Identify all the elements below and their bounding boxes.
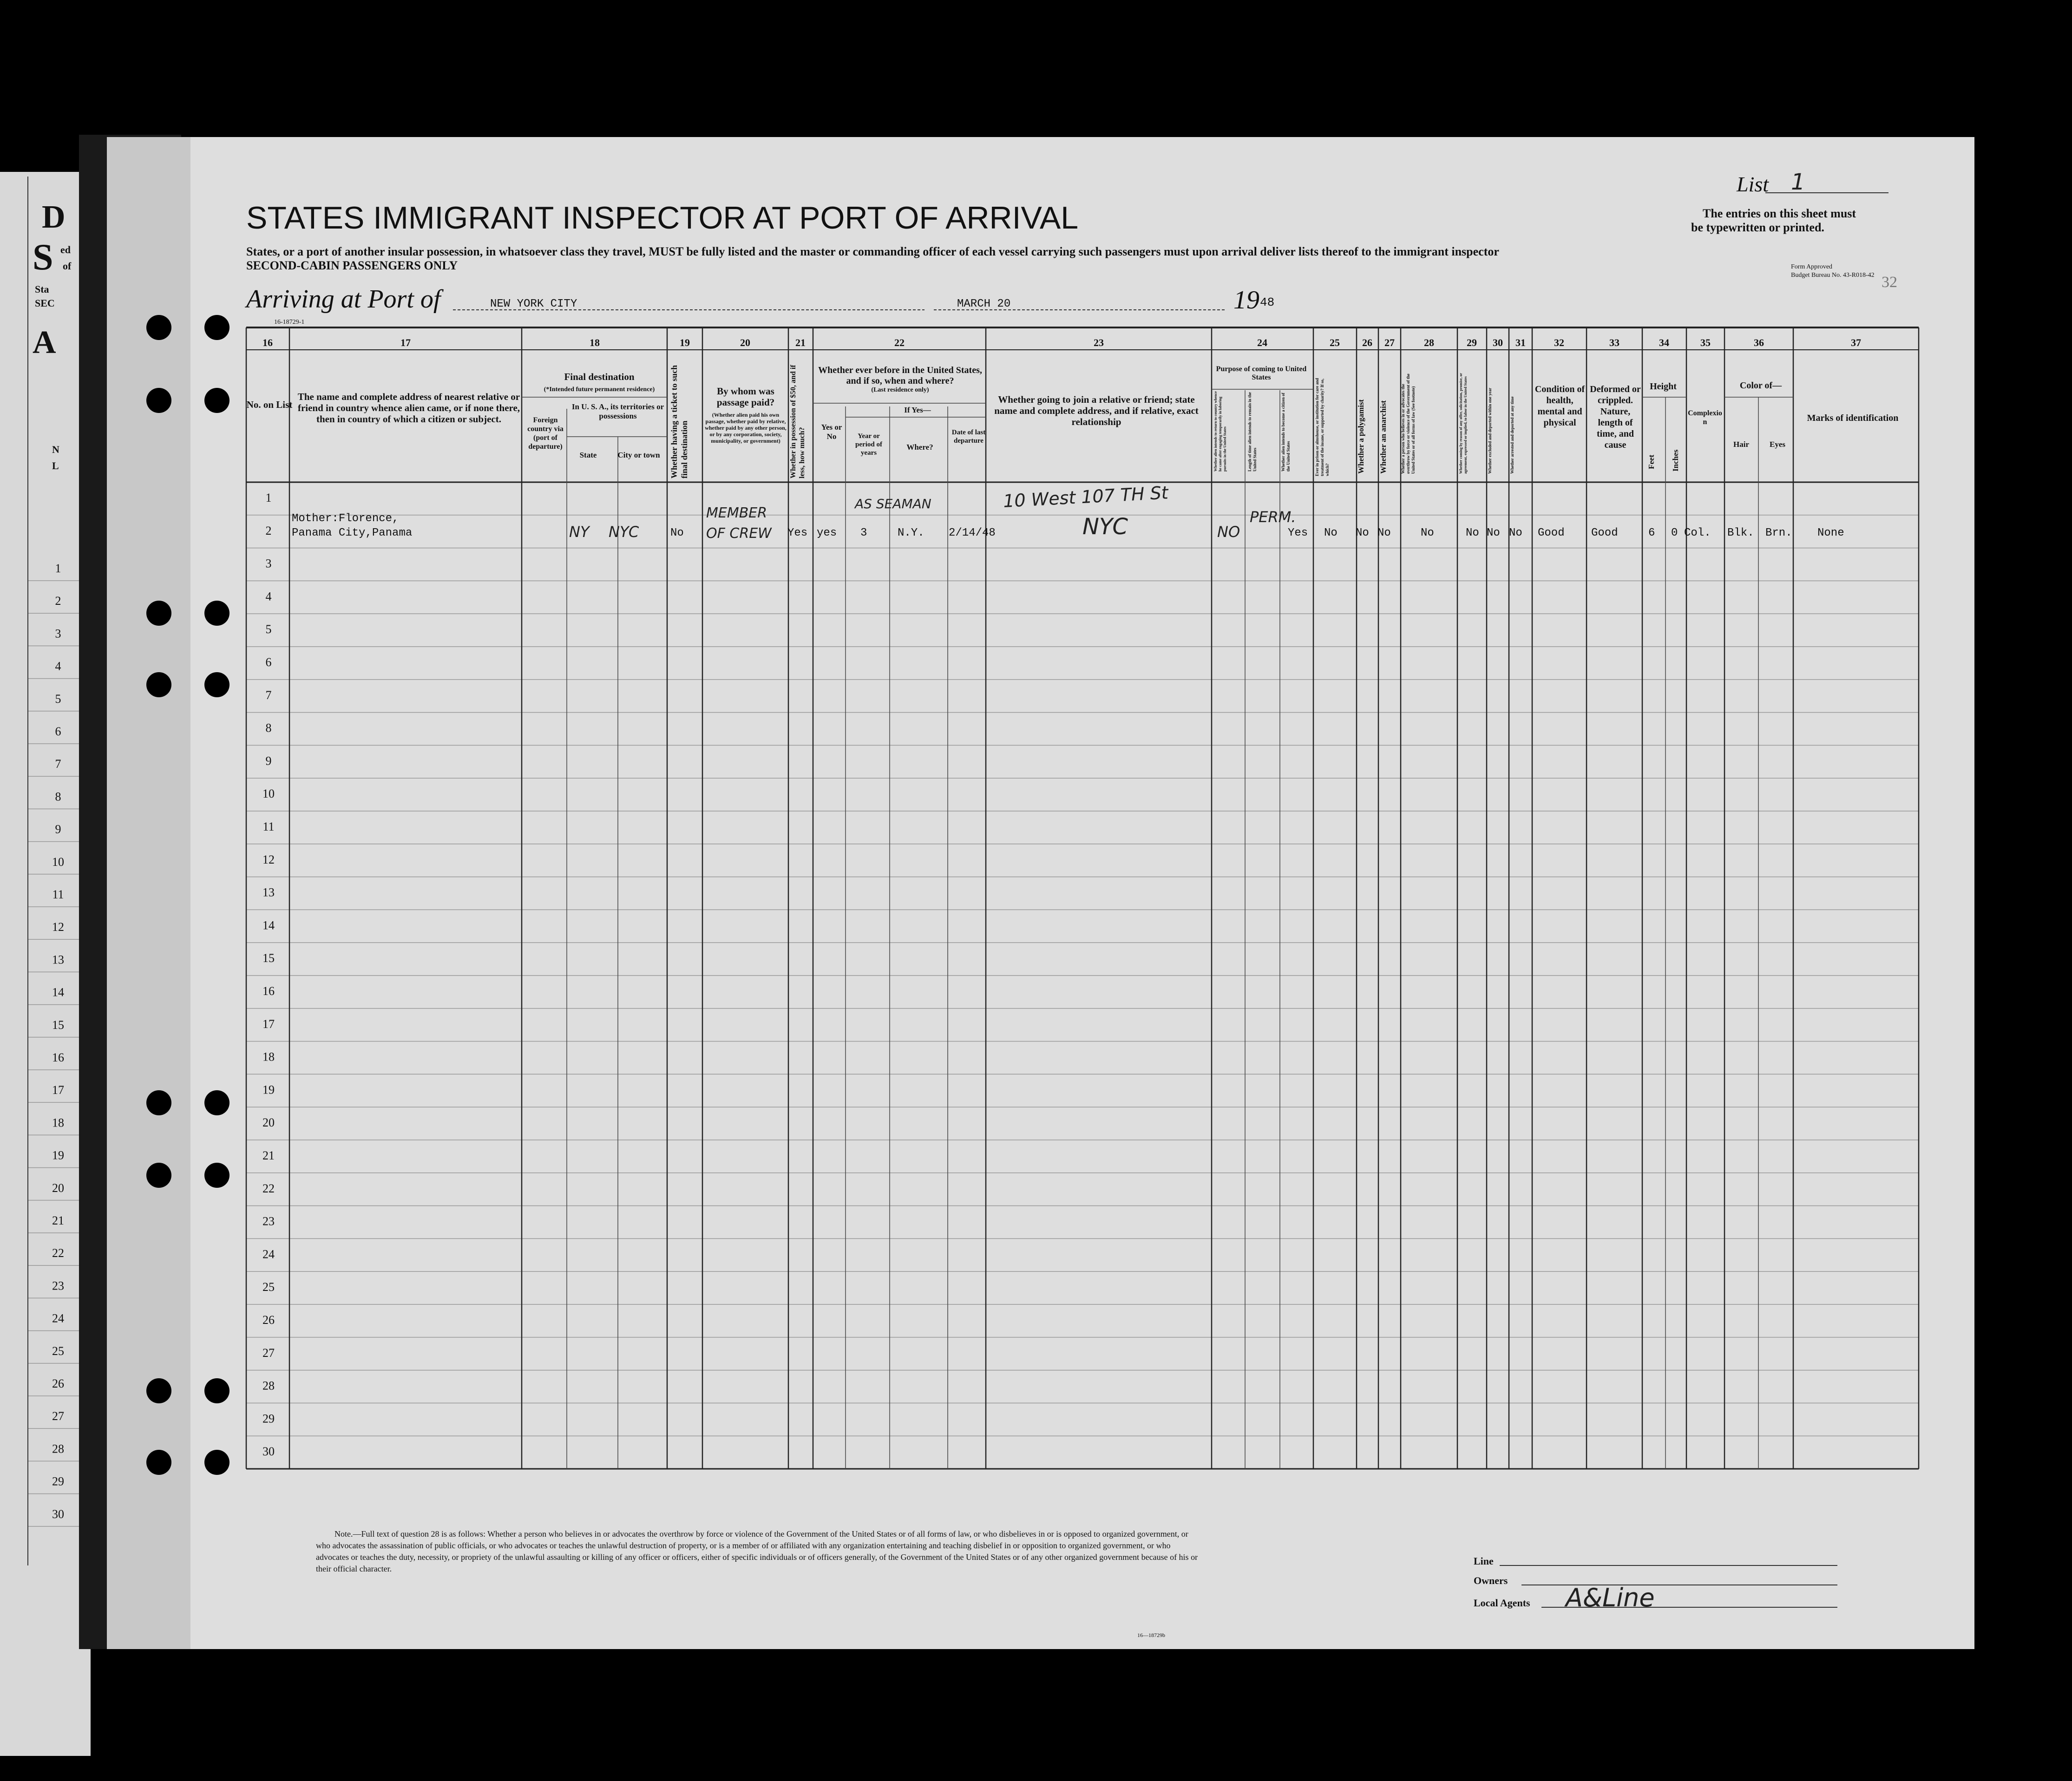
header-c22-title-text: Whether ever before in the United States, and if so, when and where?	[818, 365, 982, 386]
row-number: 14	[262, 918, 275, 932]
header-c19-text: Whether having a ticket to such final destination	[669, 365, 689, 478]
column-number: 19	[680, 337, 690, 348]
punch-hole	[204, 388, 229, 413]
entry-seaman-note: AS SEAMAN	[855, 496, 931, 511]
header-c29-text: Whether coming by reason of any offer, solicitation, promise, or agreement, expressed or implied, to labor in the United States	[1459, 373, 1468, 474]
header-c30	[1488, 367, 1508, 478]
entry-deformed: Good	[1591, 527, 1618, 539]
punch-hole	[204, 1378, 229, 1403]
entry-c28: No	[1421, 527, 1434, 539]
column-number: 31	[1515, 337, 1526, 348]
punch-hole	[146, 1163, 171, 1188]
left-strip-fragment: L	[52, 460, 59, 471]
column-number: 17	[400, 337, 411, 348]
entry-before-yes: yes	[817, 527, 837, 539]
left-strip-row-number: 21	[52, 1214, 64, 1227]
entry-c24-length: PERM.	[1250, 508, 1296, 526]
header-c18-state: State	[579, 451, 597, 459]
left-strip-row-number: 1	[55, 562, 61, 575]
left-strip-row-number: 29	[52, 1474, 64, 1488]
row-number: 8	[265, 721, 272, 735]
row-number: 26	[262, 1313, 275, 1327]
header-c22-yesno	[818, 423, 846, 451]
left-strip-row-number: 8	[55, 790, 61, 804]
column-number: 34	[1659, 337, 1669, 348]
punch-hole	[204, 672, 229, 697]
header-c26-text: Whether a polygamist	[1357, 399, 1365, 474]
typewritten-note-2: be typewritten or printed.	[1691, 221, 1824, 234]
left-strip-fragment: ed	[60, 244, 71, 255]
punch-hole	[146, 672, 171, 697]
entry-join-line1: 10 West 107 TH St	[1003, 482, 1169, 511]
header-c24-title	[1213, 365, 1310, 388]
footer-note-text: Note.—Full text of question 28 is as follows: Whether a person who believes in or advocates the overthrow by force or violence of the Government of the United States or of all forms of law, or who disbelieves in or is opposed to organized government, or who advocates the assassination of public officials, or who advocates or teaches the unlawful destruction of property, or is a member of or affiliated with any organization entertaining and teaching disbelief in or opposition to organized government, or who advocates or teaches the duty, necessity, or propriety of the unlawful assaulting or killing of any officer or officers, either of specific individuals or of officers generally, of the Government of the United States or of any other organized government because of his or their official character.	[316, 1529, 1198, 1573]
row-number: 3	[265, 557, 272, 570]
manifest-paper	[107, 137, 1974, 1649]
punch-hole	[204, 315, 229, 340]
port-value: NEW YORK CITY	[490, 298, 577, 310]
year-prefix: 19	[1233, 286, 1259, 314]
header-c22-date	[950, 428, 987, 475]
column-number: 20	[740, 337, 750, 348]
header-c37: Marks of identification	[1807, 413, 1899, 423]
left-strip-row-number: 5	[55, 692, 61, 706]
header-c18-foreign	[524, 416, 567, 476]
row-number: 21	[262, 1149, 275, 1162]
column-number: 37	[1851, 337, 1861, 348]
arriving-label: Arriving at Port of	[246, 285, 441, 314]
row-number: 30	[262, 1445, 275, 1459]
header-c21	[789, 362, 812, 483]
column-number: 32	[1554, 337, 1564, 348]
header-c22-note: (Last residence only)	[871, 386, 929, 393]
column-number: 28	[1424, 337, 1434, 348]
row-number: 2	[265, 524, 272, 537]
entry-c30: No	[1487, 527, 1500, 539]
entry-before-where: N.Y.	[898, 527, 925, 539]
left-strip-row-number: 7	[55, 757, 61, 771]
left-strip-fragment: A	[33, 325, 56, 360]
left-strip-row-number: 25	[52, 1344, 64, 1358]
punch-hole	[204, 1090, 229, 1115]
row-number: 24	[262, 1247, 275, 1261]
entry-before-date: 2/14/48	[949, 527, 996, 539]
left-strip-row-number: 30	[52, 1507, 64, 1521]
row-number: 22	[262, 1181, 275, 1195]
entry-feet: 6	[1648, 527, 1655, 539]
class-line: SECOND-CABIN PASSENGERS ONLY	[246, 259, 458, 272]
column-number: 33	[1609, 337, 1620, 348]
header-c23	[994, 394, 1199, 450]
header-c27-text: Whether an anarchist	[1379, 400, 1388, 474]
punch-hole	[146, 1090, 171, 1115]
entry-paid-line1: MEMBER	[706, 505, 767, 521]
left-strip-row-number: 24	[52, 1311, 64, 1325]
sheet-number: 32	[1882, 274, 1897, 291]
header-c35	[1686, 409, 1724, 437]
punch-hole	[204, 1450, 229, 1475]
entry-before-years: 3	[860, 527, 867, 539]
header-c36-eyes: Eyes	[1770, 440, 1785, 449]
left-strip-row-number: 15	[52, 1018, 64, 1032]
header-c18-usa	[567, 402, 669, 430]
entry-hair: Blk.	[1727, 527, 1754, 539]
left-strip-row-number: 23	[52, 1279, 64, 1293]
header-c16-no: No. on List	[246, 399, 293, 410]
header-c33-text: Deformed or crippled. Nature, length of time, and cause	[1590, 384, 1641, 450]
header-c29	[1459, 367, 1487, 478]
row-number: 25	[262, 1280, 275, 1294]
header-c34-feet: Feet	[1647, 454, 1656, 469]
left-strip-row-number: 3	[55, 627, 61, 641]
left-strip-row-number: 28	[52, 1442, 64, 1456]
left-strip-row-number: 13	[52, 953, 64, 967]
left-strip-row-number: 19	[52, 1148, 64, 1162]
header-c24-title-text: Purpose of coming to United States	[1216, 365, 1307, 381]
left-strip-fragment: N	[52, 444, 59, 455]
header-c30-text: Whether excluded and deported within one year	[1488, 387, 1492, 474]
list-label: List	[1737, 172, 1769, 196]
header-c18-note: (*Intended future permanent residence)	[544, 386, 655, 393]
header-c35-text: Complexion	[1688, 409, 1722, 426]
entry-paid-line2: OF CREW	[706, 525, 772, 542]
header-c24-c	[1281, 390, 1312, 474]
column-number: 22	[894, 337, 905, 348]
header-c27	[1379, 367, 1400, 478]
entry-health: Good	[1538, 527, 1565, 539]
column-number: 24	[1257, 337, 1267, 348]
entry-inches: 0	[1671, 527, 1678, 539]
agent-signature: A&Line	[1566, 1583, 1655, 1612]
punch-hole	[204, 601, 229, 626]
punch-hole	[146, 601, 171, 626]
header-c32	[1533, 384, 1587, 467]
entry-c27: No	[1377, 527, 1391, 539]
left-strip-fragment: D	[42, 199, 66, 235]
row-number: 4	[265, 589, 272, 603]
list-number: 1	[1791, 169, 1805, 195]
column-number: 21	[795, 337, 806, 348]
column-number: 16	[262, 337, 273, 348]
header-c22-year	[848, 432, 890, 474]
header-c25	[1315, 376, 1354, 478]
entry-c24-citizen: Yes	[1288, 527, 1308, 539]
footer-line-label: Line	[1474, 1555, 1494, 1567]
date-value: MARCH 20	[957, 298, 1011, 310]
header-c18-foreign-text: Foreign country via (port of departure)	[527, 416, 564, 451]
entry-eyes: Brn.	[1765, 527, 1792, 539]
row-number: 19	[262, 1083, 275, 1097]
header-c20-note: (Whether alien paid his own passage, whether paid by relative, whether paid by any other person, or by any corporation, society, municipality, or government)	[705, 412, 787, 444]
row-number: 18	[262, 1050, 275, 1064]
year-suffix: 48	[1260, 295, 1275, 309]
header-c18-city: City or town	[617, 451, 660, 459]
header-c22-where: Where?	[906, 443, 933, 452]
punch-hole	[146, 1450, 171, 1475]
form-subtitle: States, or a port of another insular possession, in whatsoever class they travel, MUST be fully listed and the master or commanding officer of each vessel carrying such passengers must upon arrival deliver lists thereof to the immigrant inspector	[246, 245, 1499, 258]
row-number: 20	[262, 1116, 275, 1130]
header-c31	[1510, 367, 1531, 478]
left-page-strip	[0, 172, 91, 1756]
typewritten-note-1: The entries on this sheet must	[1703, 207, 1856, 220]
footer-note	[316, 1528, 1199, 1630]
entry-state: NY	[569, 523, 590, 541]
left-strip-row-number: 4	[55, 659, 61, 673]
entry-money: Yes	[787, 527, 808, 539]
row-number: 17	[262, 1017, 275, 1031]
left-strip-row-number: 22	[52, 1246, 64, 1260]
column-number: 18	[590, 337, 600, 348]
left-strip-row-number: 17	[52, 1083, 64, 1097]
column-number: 27	[1384, 337, 1395, 348]
row-number: 10	[262, 787, 275, 801]
header-c18-usa-text: In U. S. A., its territories or possessions	[571, 402, 664, 420]
entry-city: NYC	[609, 523, 639, 541]
footer-owners-label: Owners	[1474, 1575, 1508, 1586]
row-number: 29	[262, 1412, 275, 1426]
form-approved-1: Form Approved	[1791, 263, 1833, 270]
column-number: 35	[1700, 337, 1711, 348]
column-number: 25	[1330, 337, 1340, 348]
header-c21-text: Whether in possession of $50, and if less, how much?	[789, 365, 806, 478]
column-number: 26	[1362, 337, 1372, 348]
left-strip-row-number: 14	[52, 985, 64, 999]
header-c19	[669, 362, 702, 483]
header-c28	[1401, 367, 1459, 478]
left-strip-fragment: SEC	[35, 297, 55, 309]
row-number: 7	[265, 688, 272, 702]
header-c24-a-text: Whether alien intends to return to country whence he came after engaging temporarily in laboring pursuits in the United States	[1213, 391, 1227, 471]
binding-shadow	[107, 137, 190, 1649]
entry-complexion: Col.	[1684, 527, 1711, 539]
entry-marks: None	[1817, 527, 1844, 539]
left-strip-row-number: 10	[52, 855, 64, 869]
left-strip-row-number: 12	[52, 920, 64, 934]
row-number: 15	[262, 951, 275, 965]
header-c22-year-text: Year or period of years	[855, 432, 882, 457]
entry-relative-line2: Panama City,Panama	[292, 527, 413, 539]
row-number: 16	[262, 984, 275, 998]
left-strip-row-number: 16	[52, 1051, 64, 1064]
header-c20-title: By whom was passage paid?	[716, 386, 775, 408]
row-number: 13	[262, 885, 275, 899]
left-strip-fragment: S	[33, 237, 53, 278]
header-c24-b-text: Length of time alien intends to remain in the United States	[1247, 392, 1257, 471]
header-c20	[704, 386, 787, 478]
header-c22-yesno-text: Yes or No	[821, 423, 842, 441]
column-number: 23	[1094, 337, 1104, 348]
punch-hole	[204, 1163, 229, 1188]
header-c18-title: Final destination	[564, 371, 635, 382]
row-number: 12	[262, 852, 275, 866]
left-strip-row-number: 2	[55, 594, 61, 608]
header-c24-c-text: Whether alien intends to become a citizen of the United States	[1281, 393, 1291, 471]
row-number: 1	[265, 491, 272, 504]
entry-c25: No	[1324, 527, 1338, 539]
punch-hole	[146, 1378, 171, 1403]
left-strip-row-number: 11	[52, 888, 64, 901]
header-c25-text: Ever in prison or almshouse, or institution for care and treatment of the insane, or supported by charity? If so, which?	[1315, 378, 1330, 476]
header-c34-inches: Inches	[1671, 449, 1680, 471]
header-c31-text: Whether arrested and deported at any time	[1510, 396, 1515, 474]
entry-join-line2: NYC	[1082, 514, 1128, 540]
entry-relative-line1: Mother:Florence,	[292, 512, 399, 525]
header-c22-title	[815, 365, 985, 402]
left-strip-row-number: 26	[52, 1377, 64, 1390]
header-c36-title: Color of—	[1739, 380, 1782, 391]
column-number: 36	[1754, 337, 1764, 348]
left-strip-row-number: 9	[55, 822, 61, 836]
entry-c31: No	[1509, 527, 1522, 539]
left-strip-row-number: 20	[52, 1181, 64, 1195]
left-strip-row-number: 27	[52, 1409, 64, 1423]
left-strip-row-number: 6	[55, 725, 61, 738]
entry-c26: No	[1356, 527, 1369, 539]
entry-c24-return: NO	[1217, 523, 1240, 541]
entry-c29: No	[1466, 527, 1479, 539]
row-number: 27	[262, 1346, 275, 1360]
header-c28-text: Whether a person who believes in or advocates the overthrow by force or violence of the Government of the United States or of all forms of law (See footnote)	[1401, 373, 1416, 474]
footer-form-code: 16—18729b	[1137, 1632, 1165, 1638]
row-number: 11	[262, 820, 275, 833]
header-c17	[297, 391, 520, 452]
header-c32-text: Condition of health, mental and physical	[1534, 384, 1585, 428]
entry-ticket: No	[670, 527, 684, 539]
left-strip-fragment: Sta	[35, 283, 49, 295]
row-number: 9	[265, 754, 272, 768]
row-number: 6	[265, 655, 272, 669]
row-number: 23	[262, 1214, 275, 1228]
footer-agents-label: Local Agents	[1474, 1597, 1530, 1609]
form-title: STATES IMMIGRANT INSPECTOR AT PORT OF ARRIVAL	[246, 200, 1079, 236]
header-c26	[1357, 367, 1377, 478]
left-strip-row-number: 18	[52, 1116, 64, 1130]
punch-hole	[146, 315, 171, 340]
header-c22-date-text: Date of last departure	[951, 429, 986, 445]
header-c22-ifyes: If Yes—	[904, 406, 931, 414]
header-c24-a	[1213, 390, 1245, 474]
row-number: 28	[262, 1379, 275, 1393]
header-c34-title: Height	[1650, 381, 1677, 392]
form-code: 16-18729-1	[274, 319, 305, 326]
form-approved-2: Budget Bureau No. 43-R018-42	[1791, 272, 1875, 279]
header-c23-text: Whether going to join a relative or friend; state name and complete address, and if relative, exact relationship	[994, 394, 1199, 427]
left-strip-fragment: of	[63, 260, 72, 272]
header-c17-text: The name and complete address of nearest relative or friend in country whence alien came, or if none there, then in country of which a citizen or subject.	[297, 391, 520, 425]
row-number: 5	[265, 622, 272, 636]
header-c33	[1588, 384, 1643, 467]
column-number: 30	[1493, 337, 1503, 348]
column-number: 29	[1467, 337, 1477, 348]
header-c24-b	[1247, 390, 1279, 474]
header-c36-hair: Hair	[1733, 440, 1749, 449]
punch-hole	[146, 388, 171, 413]
